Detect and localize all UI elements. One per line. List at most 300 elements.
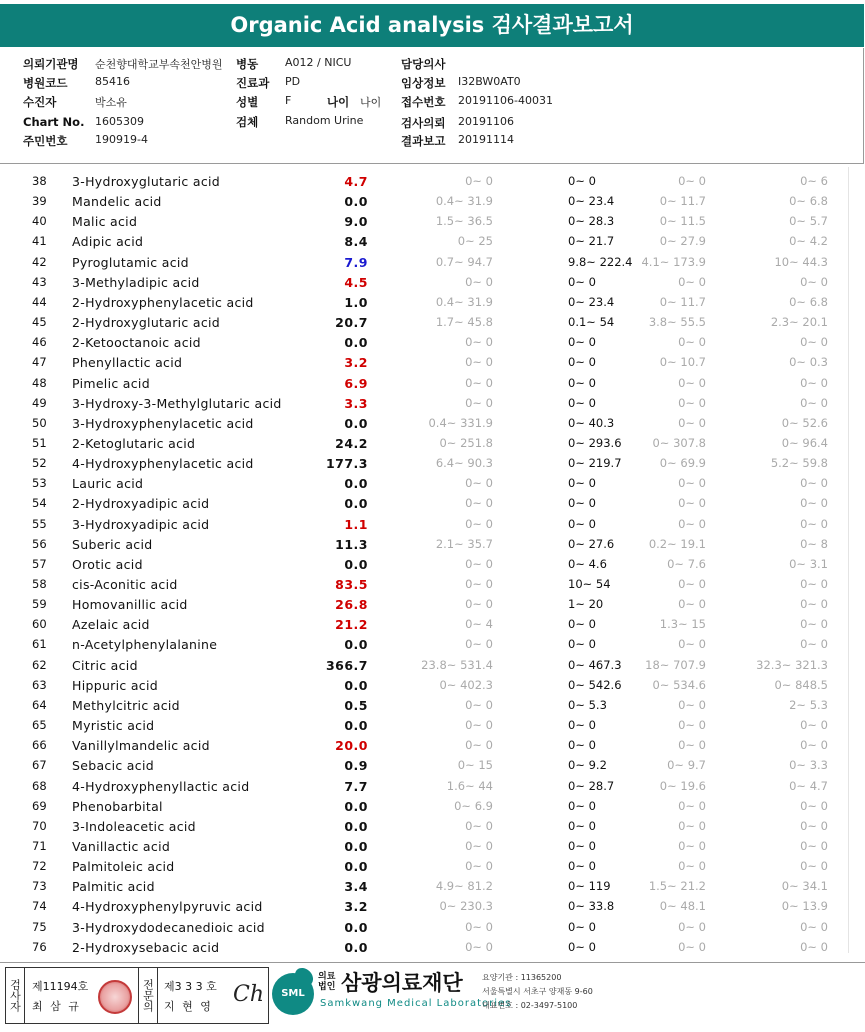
ref-range-3: 0~ 0 (678, 395, 706, 410)
ref-range-2: 0~ 5.3 (568, 697, 607, 712)
ref-range-4: 0~ 8 (800, 536, 828, 551)
examiner-label-text: 검사자 (8, 979, 22, 1012)
table-row (0, 755, 848, 775)
age-label: 나이 (327, 95, 350, 109)
ref-range-2: 0~ 0 (568, 718, 596, 733)
ref-range-3: 0~ 27.9 (659, 234, 706, 249)
address: 서울특별시 서초구 양재동 9-60 (482, 987, 593, 996)
institution-code: 요양기관 : 11365200 (482, 973, 562, 982)
analyte-name: 2-Hydroxysebacic acid (72, 939, 220, 955)
ref-range-2: 0~ 4.6 (568, 556, 607, 571)
result-value: 0.0 (344, 919, 368, 935)
analyte-name: 2-Ketoglutaric acid (72, 435, 196, 451)
table-row (0, 634, 848, 654)
ref-range-3: 0~ 9.7 (667, 758, 706, 773)
patient-info-header (0, 48, 864, 164)
table-row (0, 876, 848, 896)
row-number: 67 (32, 758, 47, 773)
row-number: 59 (32, 597, 47, 612)
phone: 대표번호 : 02-3497-5100 (482, 1001, 578, 1010)
ref-range-4: 0~ 6 (800, 174, 828, 188)
analyte-name: 2-Ketooctanoic acid (72, 335, 201, 351)
table-row (0, 514, 848, 534)
row-number: 54 (32, 496, 47, 511)
ref-range-3: 0~ 0 (678, 577, 706, 591)
ref-range-4: 0~ 34.1 (781, 879, 828, 894)
ref-range-3: 0~ 0 (678, 335, 706, 350)
ref-range-1: 1.7~ 45.8 (435, 315, 493, 330)
receipt-no-label: 접수번호 (401, 95, 446, 109)
analyte-name: 2-Hydroxyadipic acid (72, 496, 210, 512)
ref-range-2: 0~ 0 (568, 919, 596, 934)
ref-range-2: 0~ 21.7 (568, 234, 615, 249)
analyte-name: Azelaic acid (72, 617, 150, 633)
ref-range-1: 0~ 0 (465, 738, 493, 753)
analyte-name: Lauric acid (72, 476, 144, 492)
ref-range-1: 4.9~ 81.2 (435, 879, 493, 894)
ref-range-1: 6.4~ 90.3 (435, 456, 493, 471)
ref-range-4: 0~ 0 (800, 476, 828, 491)
scroll-track[interactable] (848, 167, 849, 953)
row-number: 76 (32, 939, 47, 954)
ref-range-2: 0~ 0 (568, 859, 596, 874)
analyte-name: Malic acid (72, 214, 138, 230)
ref-range-1: 0~ 402.3 (439, 677, 493, 692)
analyte-name: 3-Hydroxy-3-Methylglutaric acid (72, 395, 282, 411)
specialist-label (138, 968, 158, 1023)
ref-range-2: 0~ 0 (568, 738, 596, 753)
ref-range-3: 0~ 0 (678, 496, 706, 511)
ref-range-3: 0~ 0 (678, 174, 706, 188)
table-row (0, 473, 848, 493)
ref-range-2: 0~ 27.6 (568, 536, 615, 551)
table-row (0, 272, 848, 292)
ref-range-3: 0~ 0 (678, 637, 706, 652)
ref-range-2: 0~ 40.3 (568, 415, 615, 430)
ref-range-3: 0~ 0 (678, 597, 706, 612)
ref-range-3: 0~ 0 (678, 919, 706, 934)
test-request-value: 20191106 (458, 115, 514, 128)
table-row (0, 836, 848, 856)
patient-label: 수진자 (23, 95, 57, 109)
ref-range-3: 0~ 7.6 (667, 556, 706, 571)
result-value: 9.0 (344, 214, 368, 230)
ref-range-3: 0~ 0 (678, 738, 706, 753)
row-number: 71 (32, 838, 47, 853)
age-value: 나이 (360, 96, 382, 109)
row-number: 45 (32, 315, 47, 330)
ref-range-2: 0~ 0 (568, 174, 596, 188)
ref-range-4: 0~ 0 (800, 798, 828, 813)
result-value: 3.3 (344, 395, 368, 411)
ref-range-2: 1~ 20 (568, 597, 604, 612)
ref-range-4: 0~ 0 (800, 617, 828, 632)
row-number: 47 (32, 355, 47, 370)
ref-range-1: 2.1~ 35.7 (435, 536, 493, 551)
analyte-name: 4-Hydroxyphenyllactic acid (72, 778, 250, 794)
analyte-name: 3-Hydroxyadipic acid (72, 516, 210, 532)
result-value: 3.4 (344, 879, 368, 895)
result-value: 11.3 (335, 536, 368, 552)
ref-range-1: 0~ 0 (465, 516, 493, 531)
ref-range-2: 9.8~ 222.4 (568, 254, 633, 269)
row-number: 48 (32, 375, 47, 390)
table-row (0, 594, 848, 614)
analyte-name: 4-Hydroxyphenylacetic acid (72, 456, 254, 472)
ref-range-2: 0~ 0 (568, 476, 596, 491)
ref-range-4: 0~ 6.8 (789, 294, 828, 309)
result-value: 7.9 (344, 254, 368, 270)
ref-range-1: 0.4~ 31.9 (435, 294, 493, 309)
ref-range-3: 0~ 0 (678, 274, 706, 289)
row-number: 64 (32, 697, 47, 712)
table-row (0, 493, 848, 513)
result-value: 177.3 (325, 456, 368, 472)
ref-range-4: 0~ 0 (800, 335, 828, 350)
examiner-label (6, 968, 25, 1023)
ref-range-4: 0~ 13.9 (781, 899, 828, 914)
result-value: 0.0 (344, 718, 368, 734)
ref-range-1: 0~ 0 (465, 274, 493, 289)
hospital-code-label: 병원코드 (23, 76, 68, 90)
table-row (0, 393, 848, 413)
row-number: 74 (32, 899, 47, 914)
analyte-name: Homovanillic acid (72, 597, 188, 613)
ref-range-2: 0~ 28.3 (568, 214, 615, 229)
row-number: 38 (32, 174, 47, 188)
ref-range-1: 0~ 0 (465, 476, 493, 491)
table-row (0, 896, 848, 916)
ref-range-1: 0~ 230.3 (439, 899, 493, 914)
result-value: 0.0 (344, 818, 368, 834)
ref-range-4: 0~ 0 (800, 718, 828, 733)
ref-range-1: 0~ 0 (465, 577, 493, 591)
ref-range-3: 1.5~ 21.2 (648, 879, 706, 894)
ref-range-4: 0~ 0 (800, 496, 828, 511)
analyte-name: Palmitic acid (72, 879, 155, 895)
brand-corporate-label (318, 972, 338, 992)
row-number: 58 (32, 577, 47, 591)
ref-range-3: 0~ 11.5 (659, 214, 706, 229)
ref-range-4: 0~ 3.3 (789, 758, 828, 773)
ref-range-4: 0~ 0 (800, 597, 828, 612)
row-number: 72 (32, 859, 47, 874)
ref-range-3: 0~ 0 (678, 375, 706, 390)
specialist-label-text: 전문의 (141, 979, 155, 1012)
ref-range-3: 0~ 307.8 (652, 435, 706, 450)
analyte-name: Methylcitric acid (72, 697, 180, 713)
receipt-no-value: 20191106-40031 (458, 94, 553, 107)
analyte-name: cis-Aconitic acid (72, 577, 178, 592)
row-number: 66 (32, 738, 47, 753)
table-row (0, 614, 848, 634)
report-title: Organic Acid analysis 검사결과보고서 (0, 4, 864, 47)
row-number: 46 (32, 335, 47, 350)
result-value: 4.5 (344, 274, 368, 290)
ref-range-2: 10~ 54 (568, 577, 611, 591)
ref-range-3: 1.3~ 15 (659, 617, 706, 632)
table-row (0, 373, 848, 393)
row-number: 55 (32, 516, 47, 531)
ref-range-1: 0.4~ 31.9 (435, 194, 493, 209)
analyte-name: Hippuric acid (72, 677, 158, 693)
ref-range-4: 0~ 0 (800, 919, 828, 934)
result-value: 7.7 (344, 778, 368, 794)
ref-range-4: 0~ 0 (800, 838, 828, 853)
table-row (0, 937, 848, 957)
row-number: 75 (32, 919, 47, 934)
table-row (0, 211, 848, 231)
specialist-name: 지 현 영 (164, 1000, 213, 1013)
result-value: 1.1 (344, 516, 368, 532)
analyte-name: Suberic acid (72, 536, 153, 552)
ref-range-4: 0~ 5.7 (789, 214, 828, 229)
ref-range-3: 0~ 534.6 (652, 677, 706, 692)
row-number: 68 (32, 778, 47, 793)
ref-range-3: 0~ 0 (678, 476, 706, 491)
resident-no-label: 주민번호 (23, 134, 68, 148)
ref-range-4: 0~ 0 (800, 274, 828, 289)
ref-range-1: 0~ 15 (457, 758, 493, 773)
result-value: 0.0 (344, 415, 368, 431)
row-number: 62 (32, 657, 47, 672)
row-number: 52 (32, 456, 47, 471)
row-number: 40 (32, 214, 47, 229)
row-number: 57 (32, 556, 47, 571)
ref-range-3: 0~ 0 (678, 718, 706, 733)
row-number: 73 (32, 879, 47, 894)
ref-range-3: 0~ 11.7 (659, 194, 706, 209)
ref-range-4: 0~ 0 (800, 738, 828, 753)
ref-range-2: 0.1~ 54 (568, 315, 615, 330)
result-value: 0.0 (344, 194, 368, 210)
ref-range-1: 0~ 4 (465, 617, 493, 632)
analyte-name: Pimelic acid (72, 375, 150, 391)
result-value: 0.0 (344, 677, 368, 693)
department-value: PD (285, 75, 301, 88)
result-value: 0.0 (344, 838, 368, 854)
table-row (0, 332, 848, 352)
ref-range-1: 23.8~ 531.4 (421, 657, 493, 672)
ref-range-1: 0.7~ 94.7 (435, 254, 493, 269)
ref-range-1: 0~ 0 (465, 818, 493, 833)
result-value: 20.0 (335, 738, 368, 754)
analyte-name: Citric acid (72, 657, 138, 673)
specialist-license: 제3 3 3 호 (164, 980, 217, 993)
brand-name: 삼광의료재단 (341, 971, 463, 995)
analyte-name: 2-Hydroxyphenylacetic acid (72, 294, 254, 310)
sex-label: 성별 (236, 95, 259, 109)
results-table (0, 167, 848, 953)
row-number: 50 (32, 415, 47, 430)
ref-range-3: 0~ 0 (678, 798, 706, 813)
result-report-value: 20191114 (458, 133, 514, 146)
ref-range-2: 0~ 0 (568, 637, 596, 652)
ref-range-4: 0~ 0 (800, 516, 828, 531)
ref-range-3: 0.2~ 19.1 (648, 536, 706, 551)
ward-value: A012 / NICU (285, 56, 352, 69)
result-value: 3.2 (344, 355, 368, 371)
specimen-value: Random Urine (285, 114, 364, 127)
ref-range-1: 0~ 0 (465, 496, 493, 511)
table-row (0, 534, 848, 554)
footer-divider (0, 962, 865, 963)
row-number: 42 (32, 254, 47, 269)
analyte-name: n-Acetylphenylalanine (72, 637, 218, 653)
resident-no-value: 190919-4 (95, 133, 148, 146)
analyte-name: 4-Hydroxyphenylpyruvic acid (72, 899, 263, 915)
ref-range-1: 0~ 0 (465, 395, 493, 410)
table-row (0, 574, 848, 594)
row-number: 61 (32, 637, 47, 652)
ref-range-1: 0~ 0 (465, 335, 493, 350)
brand-english: Samkwang Medical Laboratories (320, 998, 512, 1009)
ref-range-3: 0~ 19.6 (659, 778, 706, 793)
ref-range-2: 0~ 219.7 (568, 456, 622, 471)
row-number: 70 (32, 818, 47, 833)
table-row (0, 695, 848, 715)
ref-range-4: 0~ 848.5 (774, 677, 828, 692)
result-value: 366.7 (325, 657, 368, 673)
result-report-label: 결과보고 (401, 134, 446, 148)
ref-range-3: 0~ 0 (678, 838, 706, 853)
department-label: 진료과 (236, 76, 270, 90)
ref-range-3: 0~ 69.9 (659, 456, 706, 471)
ref-range-2: 0~ 119 (568, 879, 611, 894)
institution-value: 순천향대학교부속천안병원 (95, 58, 223, 71)
ref-range-1: 0~ 0 (465, 174, 493, 188)
result-value: 4.7 (344, 174, 368, 189)
ref-range-4: 0~ 0 (800, 939, 828, 954)
ref-range-3: 0~ 0 (678, 939, 706, 954)
ref-range-1: 0~ 0 (465, 939, 493, 954)
table-row (0, 453, 848, 473)
analyte-name: Phenyllactic acid (72, 355, 183, 371)
result-value: 0.0 (344, 556, 368, 572)
table-row (0, 796, 848, 816)
analyte-name: Orotic acid (72, 556, 143, 572)
ref-range-2: 0~ 0 (568, 375, 596, 390)
ref-range-2: 0~ 23.4 (568, 194, 615, 209)
table-row (0, 433, 848, 453)
result-value: 0.0 (344, 496, 368, 512)
table-row (0, 554, 848, 574)
row-number: 60 (32, 617, 47, 632)
analyte-name: 3-Methyladipic acid (72, 274, 200, 290)
ref-range-4: 0~ 0 (800, 577, 828, 591)
ref-range-1: 0~ 251.8 (439, 435, 493, 450)
row-number: 51 (32, 435, 47, 450)
ref-range-1: 0~ 0 (465, 718, 493, 733)
ref-range-2: 0~ 0 (568, 355, 596, 370)
ref-range-3: 3.8~ 55.5 (648, 315, 706, 330)
table-row (0, 776, 848, 796)
ref-range-2: 0~ 0 (568, 335, 596, 350)
row-number: 56 (32, 536, 47, 551)
row-number: 41 (32, 234, 47, 249)
ref-range-1: 0~ 0 (465, 838, 493, 853)
ref-range-2: 0~ 9.2 (568, 758, 607, 773)
specialist-signature: Ch (233, 982, 265, 1007)
result-value: 0.0 (344, 939, 368, 955)
ref-range-4: 0~ 0 (800, 859, 828, 874)
ref-range-4: 0~ 0 (800, 818, 828, 833)
ref-range-3: 0~ 11.7 (659, 294, 706, 309)
analyte-name: 2-Hydroxyglutaric acid (72, 315, 221, 331)
ref-range-4: 5.2~ 59.8 (770, 456, 828, 471)
row-number: 39 (32, 194, 47, 209)
ref-range-4: 0~ 0 (800, 395, 828, 410)
table-row (0, 292, 848, 312)
ref-range-4: 32.3~ 321.3 (756, 657, 828, 672)
result-value: 0.0 (344, 335, 368, 351)
ref-range-4: 0~ 52.6 (781, 415, 828, 430)
table-row (0, 735, 848, 755)
signature-box (5, 967, 269, 1024)
ref-range-4: 0~ 4.2 (789, 234, 828, 249)
table-row (0, 816, 848, 836)
row-number: 44 (32, 294, 47, 309)
table-row (0, 917, 848, 937)
chart-no-label: Chart No. (23, 115, 85, 129)
ref-range-2: 0~ 0 (568, 939, 596, 954)
ref-range-1: 0.4~ 331.9 (428, 415, 493, 430)
row-number: 53 (32, 476, 47, 491)
ref-range-1: 0~ 0 (465, 597, 493, 612)
analyte-name: Pyroglutamic acid (72, 254, 189, 270)
table-row (0, 191, 848, 211)
brand-corporate-text: 의료법인 (318, 972, 336, 992)
row-number: 49 (32, 395, 47, 410)
ref-range-4: 0~ 0.3 (789, 355, 828, 370)
ref-range-2: 0~ 23.4 (568, 294, 615, 309)
ref-range-1: 0~ 0 (465, 556, 493, 571)
examiner-license: 제11194호 (32, 980, 89, 993)
ward-label: 병동 (236, 57, 259, 71)
result-value: 1.0 (344, 294, 368, 310)
ref-range-4: 0~ 0 (800, 375, 828, 390)
result-value: 8.4 (344, 234, 368, 250)
ref-range-1: 0~ 0 (465, 697, 493, 712)
sml-logo: SML (272, 973, 314, 1015)
result-value: 0.9 (344, 758, 368, 774)
chart-no-value: 1605309 (95, 115, 144, 128)
ref-range-2: 0~ 0 (568, 818, 596, 833)
analyte-name: 3-Hydroxyglutaric acid (72, 174, 221, 189)
ref-range-2: 0~ 33.8 (568, 899, 615, 914)
ref-range-2: 0~ 293.6 (568, 435, 622, 450)
ref-range-2: 0~ 0 (568, 274, 596, 289)
result-value: 21.2 (335, 617, 368, 633)
ref-range-4: 0~ 0 (800, 637, 828, 652)
ref-range-3: 0~ 0 (678, 818, 706, 833)
table-row (0, 312, 848, 332)
ref-range-2: 0~ 28.7 (568, 778, 615, 793)
ref-range-1: 0~ 6.9 (454, 798, 493, 813)
result-value: 20.7 (335, 315, 368, 331)
ref-range-2: 0~ 0 (568, 838, 596, 853)
specimen-label: 검체 (236, 115, 259, 129)
clinical-info-label: 임상정보 (401, 76, 446, 90)
ref-range-4: 0~ 3.1 (789, 556, 828, 571)
analyte-name: Vanillactic acid (72, 838, 171, 854)
ref-range-4: 10~ 44.3 (774, 254, 828, 269)
ref-range-3: 0~ 10.7 (659, 355, 706, 370)
row-number: 43 (32, 274, 47, 289)
analyte-name: Vanillylmandelic acid (72, 738, 210, 754)
ref-range-4: 2~ 5.3 (789, 697, 828, 712)
table-row (0, 352, 848, 372)
